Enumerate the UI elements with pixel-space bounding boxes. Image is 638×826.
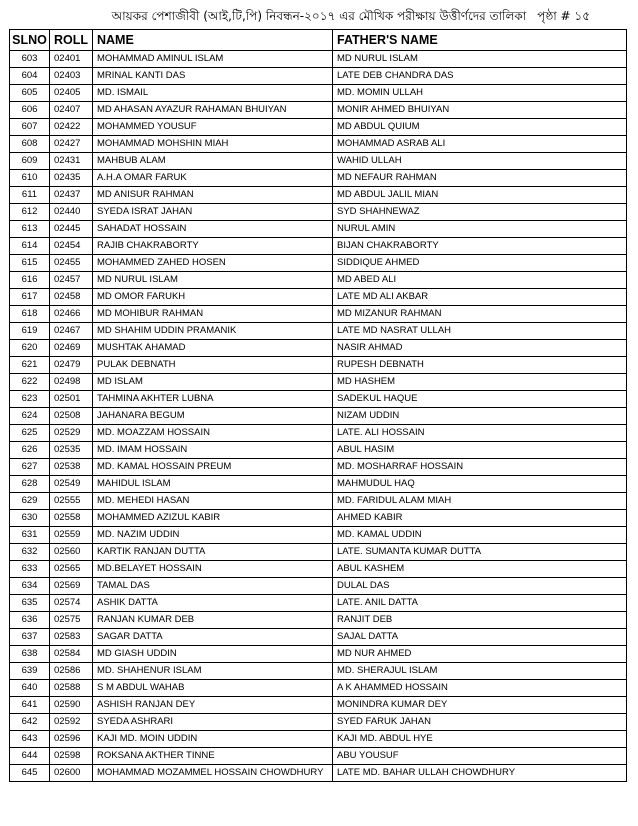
name-cell: TAHMINA AKHTER LUBNA — [93, 391, 333, 408]
roll-cell: 02588 — [50, 680, 93, 697]
table-row — [10, 663, 627, 680]
name-cell: MD. SHAHENUR ISLAM — [93, 663, 333, 680]
slno-cell: 634 — [10, 578, 50, 595]
name-cell: MOHAMMAD AMINUL ISLAM — [93, 51, 333, 68]
roll-cell: 02498 — [50, 374, 93, 391]
table-row — [10, 204, 627, 221]
column-header-roll: ROLL — [50, 30, 93, 51]
father-name-cell: MD MIZANUR RAHMAN — [333, 306, 627, 323]
roll-cell: 02559 — [50, 527, 93, 544]
table-row — [10, 629, 627, 646]
slno-cell: 632 — [10, 544, 50, 561]
father-name-cell: MD. KAMAL UDDIN — [333, 527, 627, 544]
name-cell: MAHIDUL ISLAM — [93, 476, 333, 493]
roll-cell: 02437 — [50, 187, 93, 204]
table-row — [10, 119, 627, 136]
table-row — [10, 408, 627, 425]
table-body — [10, 51, 627, 782]
slno-cell: 629 — [10, 493, 50, 510]
table-row — [10, 442, 627, 459]
father-name-cell: MD ABDUL QUIUM — [333, 119, 627, 136]
roll-cell: 02467 — [50, 323, 93, 340]
father-name-cell: ABU YOUSUF — [333, 748, 627, 765]
father-name-cell: MD. MOSHARRAF HOSSAIN — [333, 459, 627, 476]
roll-cell: 02583 — [50, 629, 93, 646]
slno-cell: 603 — [10, 51, 50, 68]
name-cell: RAJIB CHAKRABORTY — [93, 238, 333, 255]
slno-cell: 609 — [10, 153, 50, 170]
roll-cell: 02596 — [50, 731, 93, 748]
table-row — [10, 697, 627, 714]
father-name-cell: MD NURUL ISLAM — [333, 51, 627, 68]
slno-cell: 623 — [10, 391, 50, 408]
slno-cell: 621 — [10, 357, 50, 374]
father-name-cell: MONINDRA KUMAR DEY — [333, 697, 627, 714]
name-cell: MD ISLAM — [93, 374, 333, 391]
father-name-cell: ABUL HASIM — [333, 442, 627, 459]
father-name-cell: MD. FARIDUL ALAM MIAH — [333, 493, 627, 510]
name-cell: MD. IMAM HOSSAIN — [93, 442, 333, 459]
slno-cell: 626 — [10, 442, 50, 459]
slno-cell: 633 — [10, 561, 50, 578]
table-row — [10, 153, 627, 170]
father-name-cell: NIZAM UDDIN — [333, 408, 627, 425]
slno-cell: 639 — [10, 663, 50, 680]
roll-cell: 02466 — [50, 306, 93, 323]
name-cell: PULAK DEBNATH — [93, 357, 333, 374]
table-row — [10, 357, 627, 374]
table-row — [10, 238, 627, 255]
slno-cell: 618 — [10, 306, 50, 323]
name-cell: MD. MEHEDI HASAN — [93, 493, 333, 510]
table-row — [10, 323, 627, 340]
slno-cell: 611 — [10, 187, 50, 204]
slno-cell: 631 — [10, 527, 50, 544]
table-row — [10, 340, 627, 357]
roll-cell: 02574 — [50, 595, 93, 612]
name-cell: MD. MOAZZAM HOSSAIN — [93, 425, 333, 442]
name-cell: SYEDA ASHRARI — [93, 714, 333, 731]
name-cell: KARTIK RANJAN DUTTA — [93, 544, 333, 561]
roll-cell: 02575 — [50, 612, 93, 629]
roll-cell: 02435 — [50, 170, 93, 187]
father-name-cell: LATE MD NASRAT ULLAH — [333, 323, 627, 340]
name-cell: MD ANISUR RAHMAN — [93, 187, 333, 204]
name-cell: MOHAMMED ZAHED HOSEN — [93, 255, 333, 272]
slno-cell: 610 — [10, 170, 50, 187]
table-row — [10, 493, 627, 510]
slno-cell: 642 — [10, 714, 50, 731]
slno-cell: 607 — [10, 119, 50, 136]
slno-cell: 614 — [10, 238, 50, 255]
table-row — [10, 272, 627, 289]
father-name-cell: MAHMUDUL HAQ — [333, 476, 627, 493]
father-name-cell: RUPESH DEBNATH — [333, 357, 627, 374]
father-name-cell: LATE MD. BAHAR ULLAH CHOWDHURY — [333, 765, 627, 782]
father-name-cell: BIJAN CHAKRABORTY — [333, 238, 627, 255]
slno-cell: 643 — [10, 731, 50, 748]
page-title: আয়কর পেশাজীবী (আই,টি,পি) নিবন্ধন-২০১৭ এর মৌখিক পরীক্ষায় উত্তীর্ণদের তালিকা — [111, 9, 527, 23]
name-cell: MOHAMMED AZIZUL KABIR — [93, 510, 333, 527]
roll-cell: 02422 — [50, 119, 93, 136]
table-row — [10, 425, 627, 442]
table-row — [10, 578, 627, 595]
roll-cell: 02440 — [50, 204, 93, 221]
father-name-cell: NURUL AMIN — [333, 221, 627, 238]
slno-cell: 644 — [10, 748, 50, 765]
slno-cell: 620 — [10, 340, 50, 357]
slno-cell: 613 — [10, 221, 50, 238]
roll-cell: 02598 — [50, 748, 93, 765]
table-row — [10, 646, 627, 663]
roll-cell: 02535 — [50, 442, 93, 459]
table-row — [10, 255, 627, 272]
father-name-cell: LATE MD ALI AKBAR — [333, 289, 627, 306]
table-row — [10, 51, 627, 68]
column-header-father-name: FATHER'S NAME — [333, 30, 627, 51]
father-name-cell: KAJI MD. ABDUL HYE — [333, 731, 627, 748]
name-cell: MUSHTAK AHAMAD — [93, 340, 333, 357]
roll-cell: 02555 — [50, 493, 93, 510]
name-cell: MOHAMMED YOUSUF — [93, 119, 333, 136]
table-row — [10, 748, 627, 765]
father-name-cell: MD NUR AHMED — [333, 646, 627, 663]
father-name-cell: MONIR AHMED BHUIYAN — [333, 102, 627, 119]
roll-cell: 02405 — [50, 85, 93, 102]
name-cell: SYEDA ISRAT JAHAN — [93, 204, 333, 221]
roll-cell: 02560 — [50, 544, 93, 561]
slno-cell: 627 — [10, 459, 50, 476]
slno-cell: 617 — [10, 289, 50, 306]
roll-cell: 02454 — [50, 238, 93, 255]
father-name-cell: MD HASHEM — [333, 374, 627, 391]
table-row — [10, 306, 627, 323]
name-cell: SAGAR DATTA — [93, 629, 333, 646]
roll-cell: 02565 — [50, 561, 93, 578]
name-cell: MD MOHIBUR RAHMAN — [93, 306, 333, 323]
slno-cell: 630 — [10, 510, 50, 527]
roll-cell: 02401 — [50, 51, 93, 68]
father-name-cell: LATE. ALI HOSSAIN — [333, 425, 627, 442]
name-cell: MOHAMMAD MOZAMMEL HOSSAIN CHOWDHURY — [93, 765, 333, 782]
name-cell: MD SHAHIM UDDIN PRAMANIK — [93, 323, 333, 340]
roll-cell: 02584 — [50, 646, 93, 663]
father-name-cell: MD NEFAUR RAHMAN — [333, 170, 627, 187]
slno-cell: 625 — [10, 425, 50, 442]
table-row — [10, 476, 627, 493]
slno-cell: 605 — [10, 85, 50, 102]
slno-cell: 606 — [10, 102, 50, 119]
roll-cell: 02445 — [50, 221, 93, 238]
table-row — [10, 170, 627, 187]
slno-cell: 640 — [10, 680, 50, 697]
father-name-cell: SAJAL DATTA — [333, 629, 627, 646]
column-header-name: NAME — [93, 30, 333, 51]
father-name-cell: MD. SHERAJUL ISLAM — [333, 663, 627, 680]
roll-cell: 02600 — [50, 765, 93, 782]
roll-cell: 02508 — [50, 408, 93, 425]
table-row — [10, 85, 627, 102]
slno-cell: 616 — [10, 272, 50, 289]
father-name-cell: NASIR AHMAD — [333, 340, 627, 357]
slno-cell: 604 — [10, 68, 50, 85]
roll-cell: 02407 — [50, 102, 93, 119]
father-name-cell: MD ABED ALI — [333, 272, 627, 289]
name-cell: ASHISH RANJAN DEY — [93, 697, 333, 714]
slno-cell: 612 — [10, 204, 50, 221]
table-row — [10, 527, 627, 544]
roll-cell: 02558 — [50, 510, 93, 527]
roll-cell: 02431 — [50, 153, 93, 170]
roll-cell: 02455 — [50, 255, 93, 272]
table-row — [10, 459, 627, 476]
father-name-cell: A K AHAMMED HOSSAIN — [333, 680, 627, 697]
name-cell: ROKSANA AKTHER TINNE — [93, 748, 333, 765]
slno-cell: 622 — [10, 374, 50, 391]
name-cell: A.H.A OMAR FARUK — [93, 170, 333, 187]
roll-cell: 02458 — [50, 289, 93, 306]
roll-cell: 02427 — [50, 136, 93, 153]
table-row — [10, 289, 627, 306]
name-cell: MD OMOR FARUKH — [93, 289, 333, 306]
name-cell: MD.BELAYET HOSSAIN — [93, 561, 333, 578]
slno-cell: 637 — [10, 629, 50, 646]
name-cell: MAHBUB ALAM — [93, 153, 333, 170]
name-cell: MD AHASAN AYAZUR RAHAMAN BHUIYAN — [93, 102, 333, 119]
name-cell: MD NURUL ISLAM — [93, 272, 333, 289]
name-cell: MD. NAZIM UDDIN — [93, 527, 333, 544]
father-name-cell: SIDDIQUE AHMED — [333, 255, 627, 272]
roll-cell: 02586 — [50, 663, 93, 680]
name-cell: MOHAMMAD MOHSHIN MIAH — [93, 136, 333, 153]
father-name-cell: MD ABDUL JALIL MIAN — [333, 187, 627, 204]
table-header — [10, 30, 627, 51]
table-row — [10, 561, 627, 578]
roll-cell: 02538 — [50, 459, 93, 476]
father-name-cell: SYED FARUK JAHAN — [333, 714, 627, 731]
father-name-cell: MD. MOMIN ULLAH — [333, 85, 627, 102]
slno-cell: 638 — [10, 646, 50, 663]
roll-cell: 02529 — [50, 425, 93, 442]
name-cell: MD. ISMAIL — [93, 85, 333, 102]
name-cell: SAHADAT HOSSAIN — [93, 221, 333, 238]
roll-cell: 02403 — [50, 68, 93, 85]
roll-cell: 02592 — [50, 714, 93, 731]
table-row — [10, 391, 627, 408]
table-row — [10, 510, 627, 527]
father-name-cell: SADEKUL HAQUE — [333, 391, 627, 408]
table-row — [10, 374, 627, 391]
name-cell: S M ABDUL WAHAB — [93, 680, 333, 697]
roll-cell: 02469 — [50, 340, 93, 357]
name-cell: TAMAL DAS — [93, 578, 333, 595]
name-cell: MRINAL KANTI DAS — [93, 68, 333, 85]
father-name-cell: LATE. SUMANTA KUMAR DUTTA — [333, 544, 627, 561]
slno-cell: 636 — [10, 612, 50, 629]
roll-cell: 02479 — [50, 357, 93, 374]
slno-cell: 635 — [10, 595, 50, 612]
father-name-cell: MOHAMMAD ASRAB ALI — [333, 136, 627, 153]
father-name-cell: SYD SHAHNEWAZ — [333, 204, 627, 221]
table-row — [10, 102, 627, 119]
slno-cell: 645 — [10, 765, 50, 782]
results-table — [9, 29, 627, 782]
father-name-cell: WAHID ULLAH — [333, 153, 627, 170]
table-row — [10, 68, 627, 85]
father-name-cell: LATE DEB CHANDRA DAS — [333, 68, 627, 85]
page-number: পৃষ্ঠা # ১৫ — [537, 9, 590, 23]
slno-cell: 619 — [10, 323, 50, 340]
slno-cell: 615 — [10, 255, 50, 272]
roll-cell: 02457 — [50, 272, 93, 289]
slno-cell: 641 — [10, 697, 50, 714]
roll-cell: 02549 — [50, 476, 93, 493]
table-row — [10, 765, 627, 782]
slno-cell: 608 — [10, 136, 50, 153]
father-name-cell: AHMED KABIR — [333, 510, 627, 527]
name-cell: JAHANARA BEGUM — [93, 408, 333, 425]
table-row — [10, 136, 627, 153]
table-row — [10, 612, 627, 629]
table-row — [10, 595, 627, 612]
roll-cell: 02569 — [50, 578, 93, 595]
slno-cell: 624 — [10, 408, 50, 425]
table-row — [10, 187, 627, 204]
name-cell: MD GIASH UDDIN — [93, 646, 333, 663]
father-name-cell: ABUL KASHEM — [333, 561, 627, 578]
name-cell: ASHIK DATTA — [93, 595, 333, 612]
father-name-cell: DULAL DAS — [333, 578, 627, 595]
name-cell: KAJI MD. MOIN UDDIN — [93, 731, 333, 748]
table-row — [10, 221, 627, 238]
father-name-cell: LATE. ANIL DATTA — [333, 595, 627, 612]
roll-cell: 02501 — [50, 391, 93, 408]
column-header-slno: SLNO — [10, 30, 50, 51]
father-name-cell: RANJIT DEB — [333, 612, 627, 629]
table-row — [10, 714, 627, 731]
roll-cell: 02590 — [50, 697, 93, 714]
table-row — [10, 544, 627, 561]
table-row — [10, 680, 627, 697]
name-cell: MD. KAMAL HOSSAIN PREUM — [93, 459, 333, 476]
name-cell: RANJAN KUMAR DEB — [93, 612, 333, 629]
table-row — [10, 731, 627, 748]
slno-cell: 628 — [10, 476, 50, 493]
